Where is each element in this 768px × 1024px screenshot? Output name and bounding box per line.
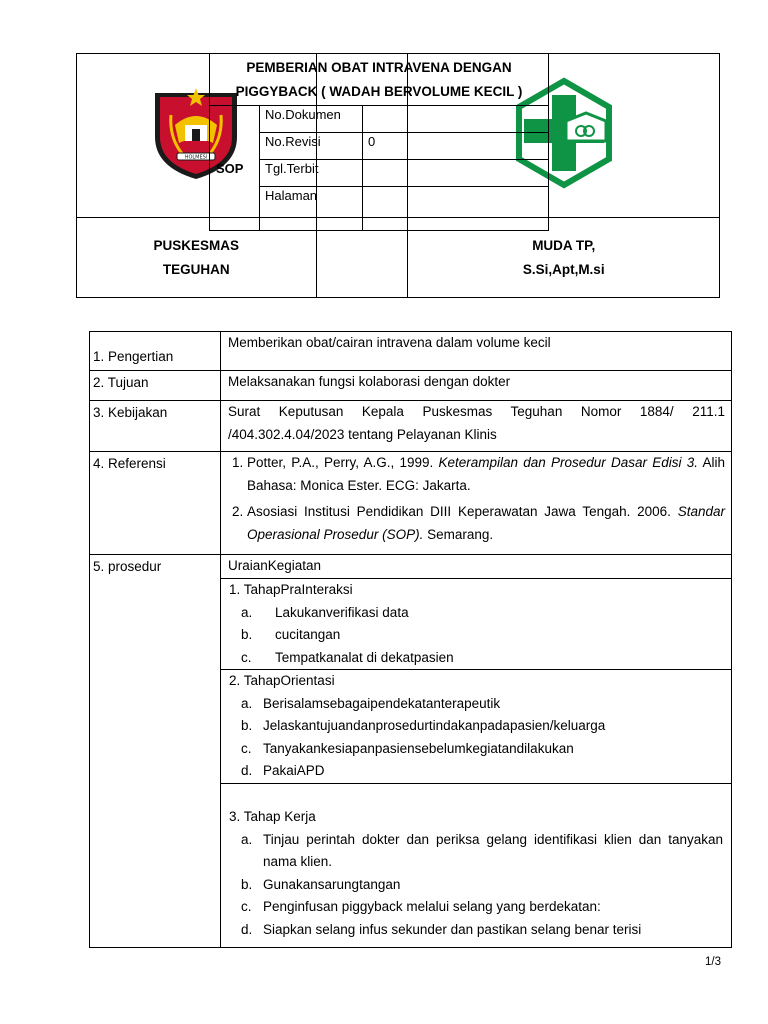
sop-content-table	[89, 331, 732, 948]
document-title-line1: PEMBERIAN OBAT INTRAVENA DENGAN	[246, 60, 512, 75]
row-label-kebijakan: 3. Kebijakan	[90, 401, 221, 452]
reference-item	[247, 501, 725, 546]
row-label-referensi: 4. Referensi	[90, 452, 221, 555]
step-item: d. Siapkan selang infus sekunder dan pastikan selang benar terisi	[241, 921, 642, 937]
row-label-tujuan: 2. Tujuan	[90, 371, 221, 401]
row-text-kebijakan: Surat Keputusan Kepala Puskesmas Teguhan Nomor 1884/ 211.1 /404.302.4.04/2023 tentang Pelayanan Klinis	[221, 401, 732, 452]
row-text-referensi	[221, 452, 732, 555]
document-title	[210, 54, 549, 106]
step-title: 3. Tahap Kerja	[229, 809, 316, 824]
step-orientasi	[221, 670, 732, 784]
signer-degree: S.Si,Apt,M.si	[522, 261, 605, 277]
meta-value-no-dokumen	[363, 106, 549, 133]
row-text-pengertian: Memberikan obat/cairan intravena dalam volume kecil	[221, 332, 732, 371]
meta-label-halaman: Halaman	[260, 187, 363, 231]
sop-label: SOP	[210, 106, 260, 231]
step-praintraksi	[221, 579, 732, 670]
row-label-prosedur: 5. prosedur	[90, 555, 221, 948]
step-item: a. Tinjau perintah dokter dan periksa gelang identifikasi klien dan tanyakan nama klien.	[241, 831, 723, 869]
document-title-line2: PIGGYBACK ( WADAH BERVOLUME KECIL )	[235, 84, 523, 99]
step-title: 2. TahapOrientasi	[229, 673, 335, 688]
step-item: b. Gunakansarungtangan	[241, 876, 401, 892]
page-number: 1/3	[705, 956, 721, 968]
meta-label-no-dokumen: No.Dokumen	[260, 106, 363, 133]
title-meta-block	[209, 53, 549, 231]
reference-authors: Asosiasi Institusi Pendidikan DIII Keperawatan Jawa Tengah. 2006.	[247, 504, 678, 519]
reference-publisher: Semarang.	[423, 526, 494, 542]
organization-name-line1: PUSKESMAS	[153, 237, 240, 253]
prosedur-uraian-heading: UraianKegiatan	[221, 555, 732, 579]
step-item: b. Jelaskantujuandanprosedurtindakanpadapasien/keluarga	[241, 718, 606, 733]
meta-value-no-revisi: 0	[363, 133, 549, 160]
meta-label-tgl-terbit: Tgl.Terbit	[260, 160, 363, 187]
step-item: d. PakaiAPD	[241, 763, 325, 778]
reference-authors: Potter, P.A., Perry, A.G., 1999.	[247, 455, 439, 470]
step-item: a. Lakukanverifikasi data	[241, 604, 409, 620]
step-item: c. Tempatkanalat di dekatpasien	[241, 649, 454, 665]
step-title: 1. TahapPraInteraksi	[229, 582, 353, 597]
reference-publisher: Alih Bahasa: Monica Ester. ECG: Jakarta.	[247, 455, 725, 493]
step-kerja	[221, 784, 732, 948]
step-item: a. Berisalamsebagaipendekatanterapeutik	[241, 695, 501, 711]
reference-book-title: Keterampilan dan Prosedur Dasar Edisi 3.	[438, 455, 698, 470]
meta-value-halaman	[363, 187, 549, 231]
meta-value-tgl-terbit	[363, 160, 549, 187]
row-text-tujuan: Melaksanakan fungsi kolaborasi dengan dokter	[221, 371, 732, 401]
step-item: c. Tanyakankesiapanpasiensebelumkegiatandilakukan	[241, 740, 574, 756]
signer-name: MUDA TP,	[532, 237, 596, 253]
reference-list	[221, 452, 731, 546]
crest-banner-text: HOLMESI	[184, 154, 208, 161]
reference-book-title: Standar Operasional Prosedur (SOP).	[247, 504, 725, 542]
organization-name-line2: TEGUHAN	[162, 261, 230, 277]
row-label-pengertian: 1. Pengertian	[90, 332, 221, 371]
step-item: c. Penginfusan piggyback melalui selang yang berdekatan:	[241, 899, 601, 914]
step-item: b. cucitangan	[241, 627, 341, 642]
reference-item	[247, 452, 725, 497]
meta-label-no-revisi: No.Revisi	[260, 133, 363, 160]
